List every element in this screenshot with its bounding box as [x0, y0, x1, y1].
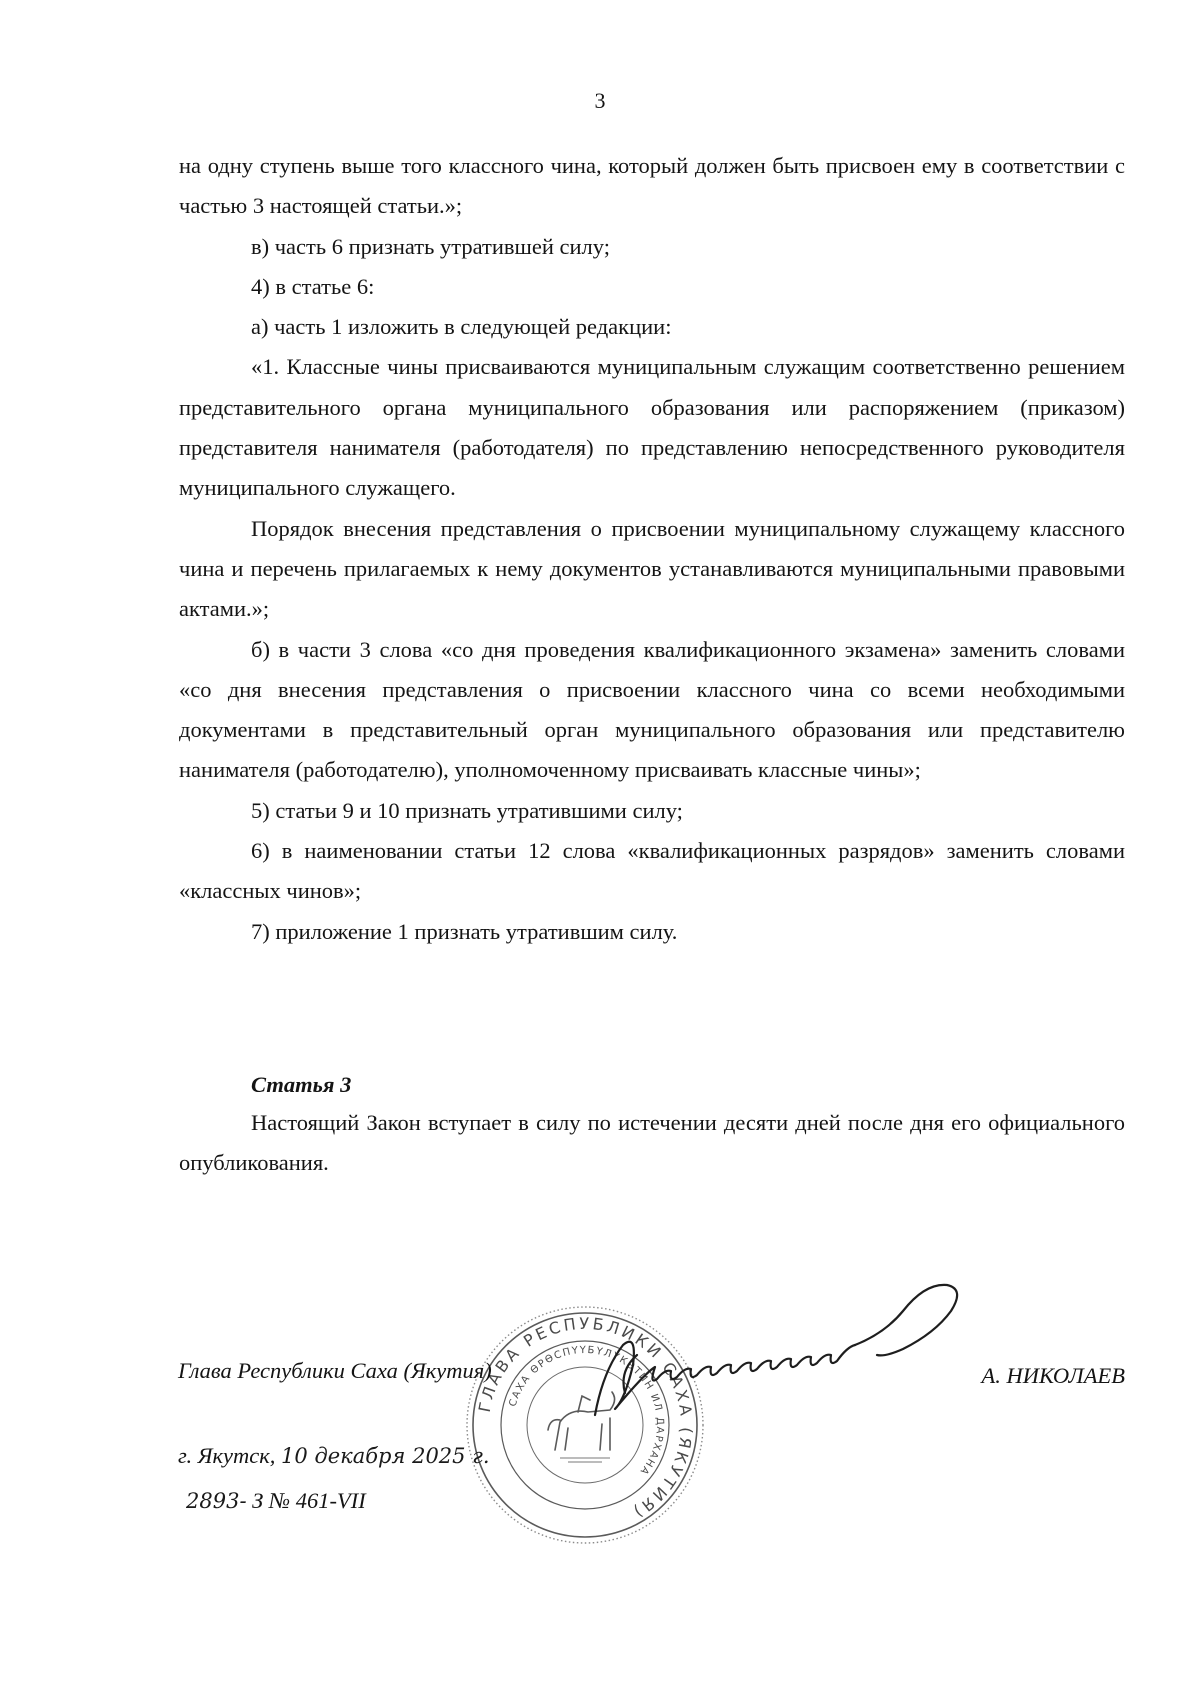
place-label: г. Якутск, — [178, 1443, 276, 1468]
seal-inner-text: САХА ӨРӨСПҮҮБҮЛҮКЭТИН ИЛ ДАРХАНА — [507, 1344, 666, 1478]
handwritten-signature-icon — [585, 1275, 975, 1425]
place-and-date — [178, 1441, 490, 1471]
article-text — [179, 1103, 1125, 1184]
article-heading: Статья 3 — [251, 1072, 352, 1097]
body-text — [179, 146, 1125, 952]
seal-outer-text: ГЛАВА РЕСПУБЛИКИ САХА (ЯКУТИЯ) — [474, 1313, 697, 1523]
law-number-text: З № 461-VII — [252, 1488, 366, 1513]
paragraph: 6) в наименовании статьи 12 слова «квалификационных разрядов» заменить словами «классных чинов»; — [179, 838, 1125, 904]
paragraph: 5) статьи 9 и 10 признать утратившими силу; — [251, 797, 683, 823]
paragraph: в) часть 6 признать утратившей силу; — [251, 233, 610, 259]
paragraph: на одну ступень выше того классного чина, который должен быть присвоен ему в соответствии с частью 3 настоящей статьи.»; — [179, 153, 1125, 219]
signatory-role: Глава Республики Саха (Якутия) — [178, 1358, 492, 1383]
handwritten-registration-number: 2893- — [186, 1489, 247, 1513]
paragraph: б) в части 3 слова «со дня проведения квалификационного экзамена» заменить словами «со дня внесения представления о присвоении классного чина со всеми необходимыми документами в представительный орган муниципального образования или представителю нанимателя (работодателю), уполномоченному присваивать классные чины»; — [179, 636, 1125, 783]
paragraph: 7) приложение 1 признать утратившим силу. — [251, 918, 678, 944]
paragraph: а) часть 1 изложить в следующей редакции: — [251, 314, 672, 340]
paragraph: «1. Классные чины присваиваются муниципальным служащим соответственно решением представительного органа муниципального образования или распоряжением (приказом) представителя нанимателя (работодателя) по представлению непосредственного руководителя муниципального служащего. — [179, 354, 1125, 501]
article-paragraph: Настоящий Закон вступает в силу по истечении десяти дней после дня его официального опубликования. — [179, 1110, 1125, 1176]
law-number — [186, 1486, 366, 1516]
paragraph: 4) в статье 6: — [251, 273, 375, 299]
paragraph: Порядок внесения представления о присвоении муниципальному служащему классного чина и перечень прилагаемых к нему документов устанавливаются муниципальными правовыми актами.»; — [179, 515, 1125, 622]
page-number: 3 — [594, 88, 606, 113]
signatory-name: А. НИКОЛАЕВ — [981, 1363, 1125, 1388]
handwritten-date: 10 декабря 2025 г. — [281, 1444, 490, 1468]
